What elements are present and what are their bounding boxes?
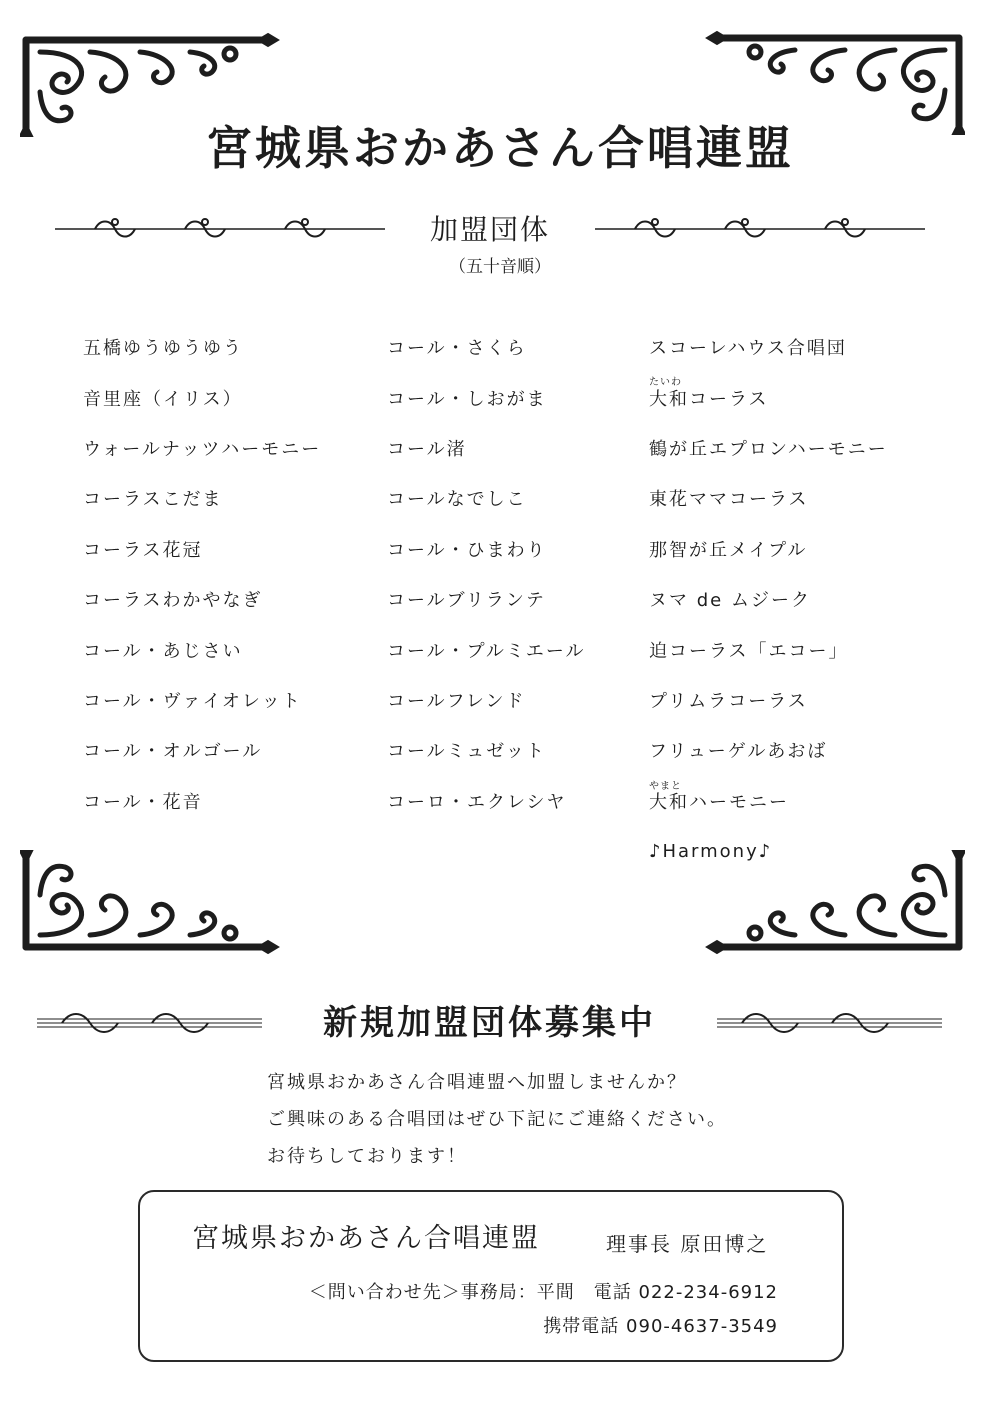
member-item: 鶴が丘エプロンハーモニー (649, 438, 888, 460)
member-item-with-ruby (649, 776, 888, 826)
member-item: コール・プルミエール (387, 640, 586, 662)
member-item: コール・さくら (387, 338, 527, 360)
message-line: 宮城県おかあさん合唱連盟へ加盟しませんか？ (267, 1072, 687, 1093)
member-item: コール・花音 (83, 791, 203, 813)
member-item: 迫コーラス「エコー」 (649, 640, 849, 662)
member-item: フリューゲルあおば (649, 741, 828, 763)
contact-mobile-phone: 携帯電話 090-4637-3549 (543, 1316, 778, 1337)
member-item: コールフレンド (387, 690, 526, 712)
section-heading-members: 加盟団体 (429, 213, 550, 246)
member-item: 那智が丘メイプル (649, 539, 808, 561)
member-column-1 (83, 322, 321, 826)
member-item: ウォールナッツハーモニー (83, 438, 322, 460)
member-item: コール・ひまわり (387, 539, 547, 561)
ruby-reading: やまと (649, 780, 682, 792)
recruit-message (267, 1064, 727, 1175)
member-item: コーロ・エクレシヤ (387, 791, 567, 813)
order-note: （五十音順） (449, 257, 551, 277)
member-name: 大和コーラス (649, 388, 769, 410)
member-item: コールブリランテ (387, 590, 546, 612)
member-item: コール・オルゴール (83, 741, 263, 763)
contact-office-phone: ＜問い合わせ先＞事務局：平間 電話 022-234-6912 (308, 1282, 778, 1303)
member-item: コール・あじさい (83, 640, 243, 662)
member-item: 音里座（イリス） (83, 388, 243, 410)
contact-box (138, 1190, 844, 1362)
member-item-with-ruby (649, 372, 888, 422)
member-item: コーラスわかやなぎ (83, 590, 263, 612)
member-item: コーラス花冠 (83, 539, 203, 561)
member-item: コールミュゼット (387, 741, 546, 763)
member-item: コール・しおがま (387, 388, 547, 410)
page-title: 宮城県おかあさん合唱連盟 (206, 121, 794, 175)
member-item: ヌマ de ムジーク (649, 590, 811, 612)
member-name: 大和ハーモニー (649, 791, 789, 813)
member-item: 東花ママコーラス (649, 489, 809, 511)
member-column-2 (387, 322, 586, 826)
message-line: お待ちしております！ (267, 1146, 467, 1167)
message-line: ご興味のある合唱団はぜひ下記にご連絡ください。 (267, 1109, 727, 1130)
subtitle-row (55, 208, 925, 252)
member-item: コール・ヴァイオレット (83, 690, 302, 712)
member-item: コーラスこだま (83, 489, 223, 511)
member-item: コールなでしこ (387, 489, 527, 511)
member-item: プリムラコーラス (649, 690, 808, 712)
contact-organization: 宮城県おかあさん合唱連盟 (192, 1223, 540, 1254)
member-item: コール渚 (387, 438, 467, 460)
member-item: 五橋ゆうゆうゆう (83, 338, 243, 360)
recruit-title: 新規加盟団体募集中 (323, 1003, 656, 1043)
member-item: ♪Harmony♪ (649, 840, 773, 862)
member-item: スコーレハウス合唱団 (649, 338, 847, 360)
corner-ornament-bottom-left (20, 845, 280, 955)
contact-chairperson: 理事長 原田博之 (606, 1232, 769, 1256)
ruby-reading: たいわ (649, 377, 682, 389)
member-column-3 (649, 322, 888, 876)
recruit-heading-row (32, 995, 947, 1051)
